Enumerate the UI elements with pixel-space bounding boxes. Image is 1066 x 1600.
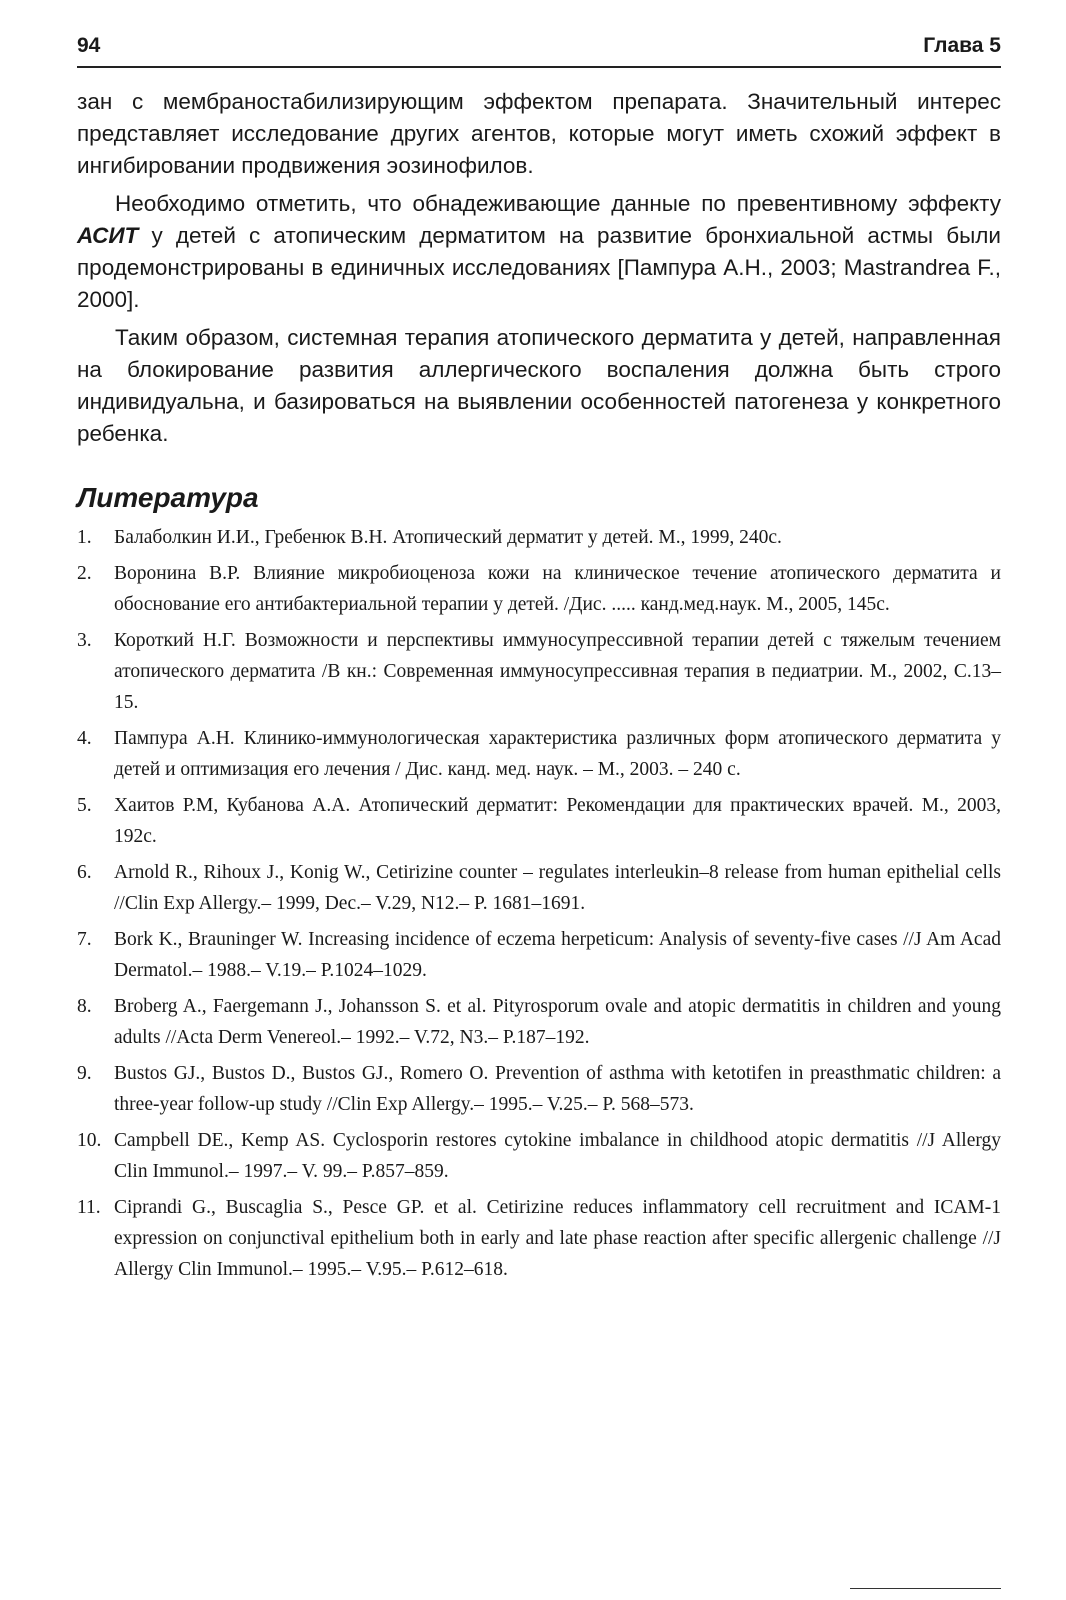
reference-text: Пампура А.Н. Клинико-иммунологическая характеристика различных форм атопического дерматита у детей и оптимизация его лечения / Дис. канд. мед. наук. – М., 2003. – 240 с. <box>114 728 1001 780</box>
reference-item <box>77 1058 1001 1120</box>
page-number: 94 <box>77 34 101 57</box>
paragraph-asit <box>77 188 1001 316</box>
reference-item <box>77 924 1001 986</box>
reference-number: 8. <box>77 996 92 1017</box>
reference-number: 2. <box>77 563 92 584</box>
reference-number: 1. <box>77 527 92 548</box>
reference-item <box>77 625 1001 718</box>
reference-number: 5. <box>77 795 92 816</box>
references-list <box>77 522 1001 1290</box>
reference-text: Campbell DE., Kemp AS. Cyclosporin restores cytokine imbalance in childhood atopic dermatitis //J Allergy Clin Immunol.– 1997.– V. 99.– P.857–859. <box>114 1130 1001 1182</box>
reference-number: 9. <box>77 1063 92 1084</box>
reference-number: 3. <box>77 630 92 651</box>
reference-text: Ciprandi G., Buscaglia S., Pesce GP. et al. Cetirizine reduces inflammatory cell recruitment and ICAM-1 expression on conjunctival epithelium both in early and late phase reaction after specific allergenic challenge //J Allergy Clin Immunol.– 1995.– V.95.– P.612–618. <box>114 1197 1001 1280</box>
page-header <box>77 30 1001 68</box>
chapter-label: Глава 5 <box>923 34 1001 57</box>
reference-item <box>77 1125 1001 1187</box>
reference-item <box>77 991 1001 1053</box>
reference-item <box>77 723 1001 785</box>
references-title: Литература <box>77 482 259 513</box>
reference-text: Arnold R., Rihoux J., Konig W., Cetirizine counter – regulates interleukin–8 release from human epithelial cells //Clin Exp Allergy.– 1999, Dec.– V.29, N12.– P. 1681–1691. <box>114 862 1001 914</box>
reference-number: 10. <box>77 1130 102 1151</box>
reference-text: Bustos GJ., Bustos D., Bustos GJ., Romero O. Prevention of asthma with ketotifen in preasthmatic children: a three-year follow-up study //Clin Exp Allergy.– 1995.– V.25.– P. 568–573. <box>114 1063 1001 1115</box>
reference-item <box>77 1192 1001 1285</box>
asit-term: АСИТ <box>77 223 139 248</box>
reference-text: Короткий Н.Г. Возможности и перспективы иммуносупрессивной терапии детей с тяжелым течением атопического дерматита /В кн.: Современная иммуносупрессивная терапия в педиатрии. М., 2002, С.13–15. <box>114 630 1001 713</box>
reference-text: Балаболкин И.И., Гребенюк В.Н. Атопический дерматит у детей. М., 1999, 240с. <box>114 527 782 548</box>
reference-item <box>77 522 1001 553</box>
reference-number: 7. <box>77 929 92 950</box>
reference-number: 11. <box>77 1197 101 1218</box>
paragraph-asit-start: Необходимо отметить, что обнадеживающие данные по превентивному эффекту <box>115 191 1001 216</box>
reference-text: Воронина В.Р. Влияние микробиоценоза кожи на клиническое течение атопического дерматита и обоснование его антибактериальной терапии у детей. /Дис. ..... канд.мед.наук. М., 2005, 145с. <box>114 563 1001 615</box>
footer-rule <box>850 1588 1001 1589</box>
paragraph-continuation: зан с мембраностабилизирующим эффектом препарата. Значительный интерес представляет исследование других агентов, которые могут иметь схожий эффект в ингибировании продвижения эозинофилов. <box>77 89 1001 178</box>
reference-text: Broberg A., Faergemann J., Johansson S. et al. Pityrosporum ovale and atopic dermatitis in children and young adults //Acta Derm Venereol.– 1992.– V.72, N3.– P.187–192. <box>114 996 1001 1048</box>
reference-item <box>77 558 1001 620</box>
reference-item <box>77 857 1001 919</box>
reference-text: Bork K., Brauninger W. Increasing incidence of eczema herpeticum: Analysis of seventy-five cases //J Am Acad Dermatol.– 1988.– V.19.– P.1024–1029. <box>114 929 1001 981</box>
reference-number: 6. <box>77 862 92 883</box>
paragraph-conclusion: Таким образом, системная терапия атопического дерматита у детей, направленная на блокирование развития аллергического воспаления должна быть строго индивидуальна, и базироваться на выявлении особенностей патогенеза у конкретного ребенка. <box>77 325 1001 446</box>
body-text <box>77 86 1001 456</box>
reference-number: 4. <box>77 728 92 749</box>
paragraph-asit-end: у детей с атопическим дерматитом на развитие бронхиальной астмы были продемонстрированы в единичных исследованиях [Пампура А.Н., 2003; Mastrandrea F., 2000]. <box>77 223 1001 312</box>
reference-item <box>77 790 1001 852</box>
reference-text: Хаитов Р.М, Кубанова А.А. Атопический дерматит: Рекомендации для практических врачей. М., 2003, 192с. <box>114 795 1001 847</box>
